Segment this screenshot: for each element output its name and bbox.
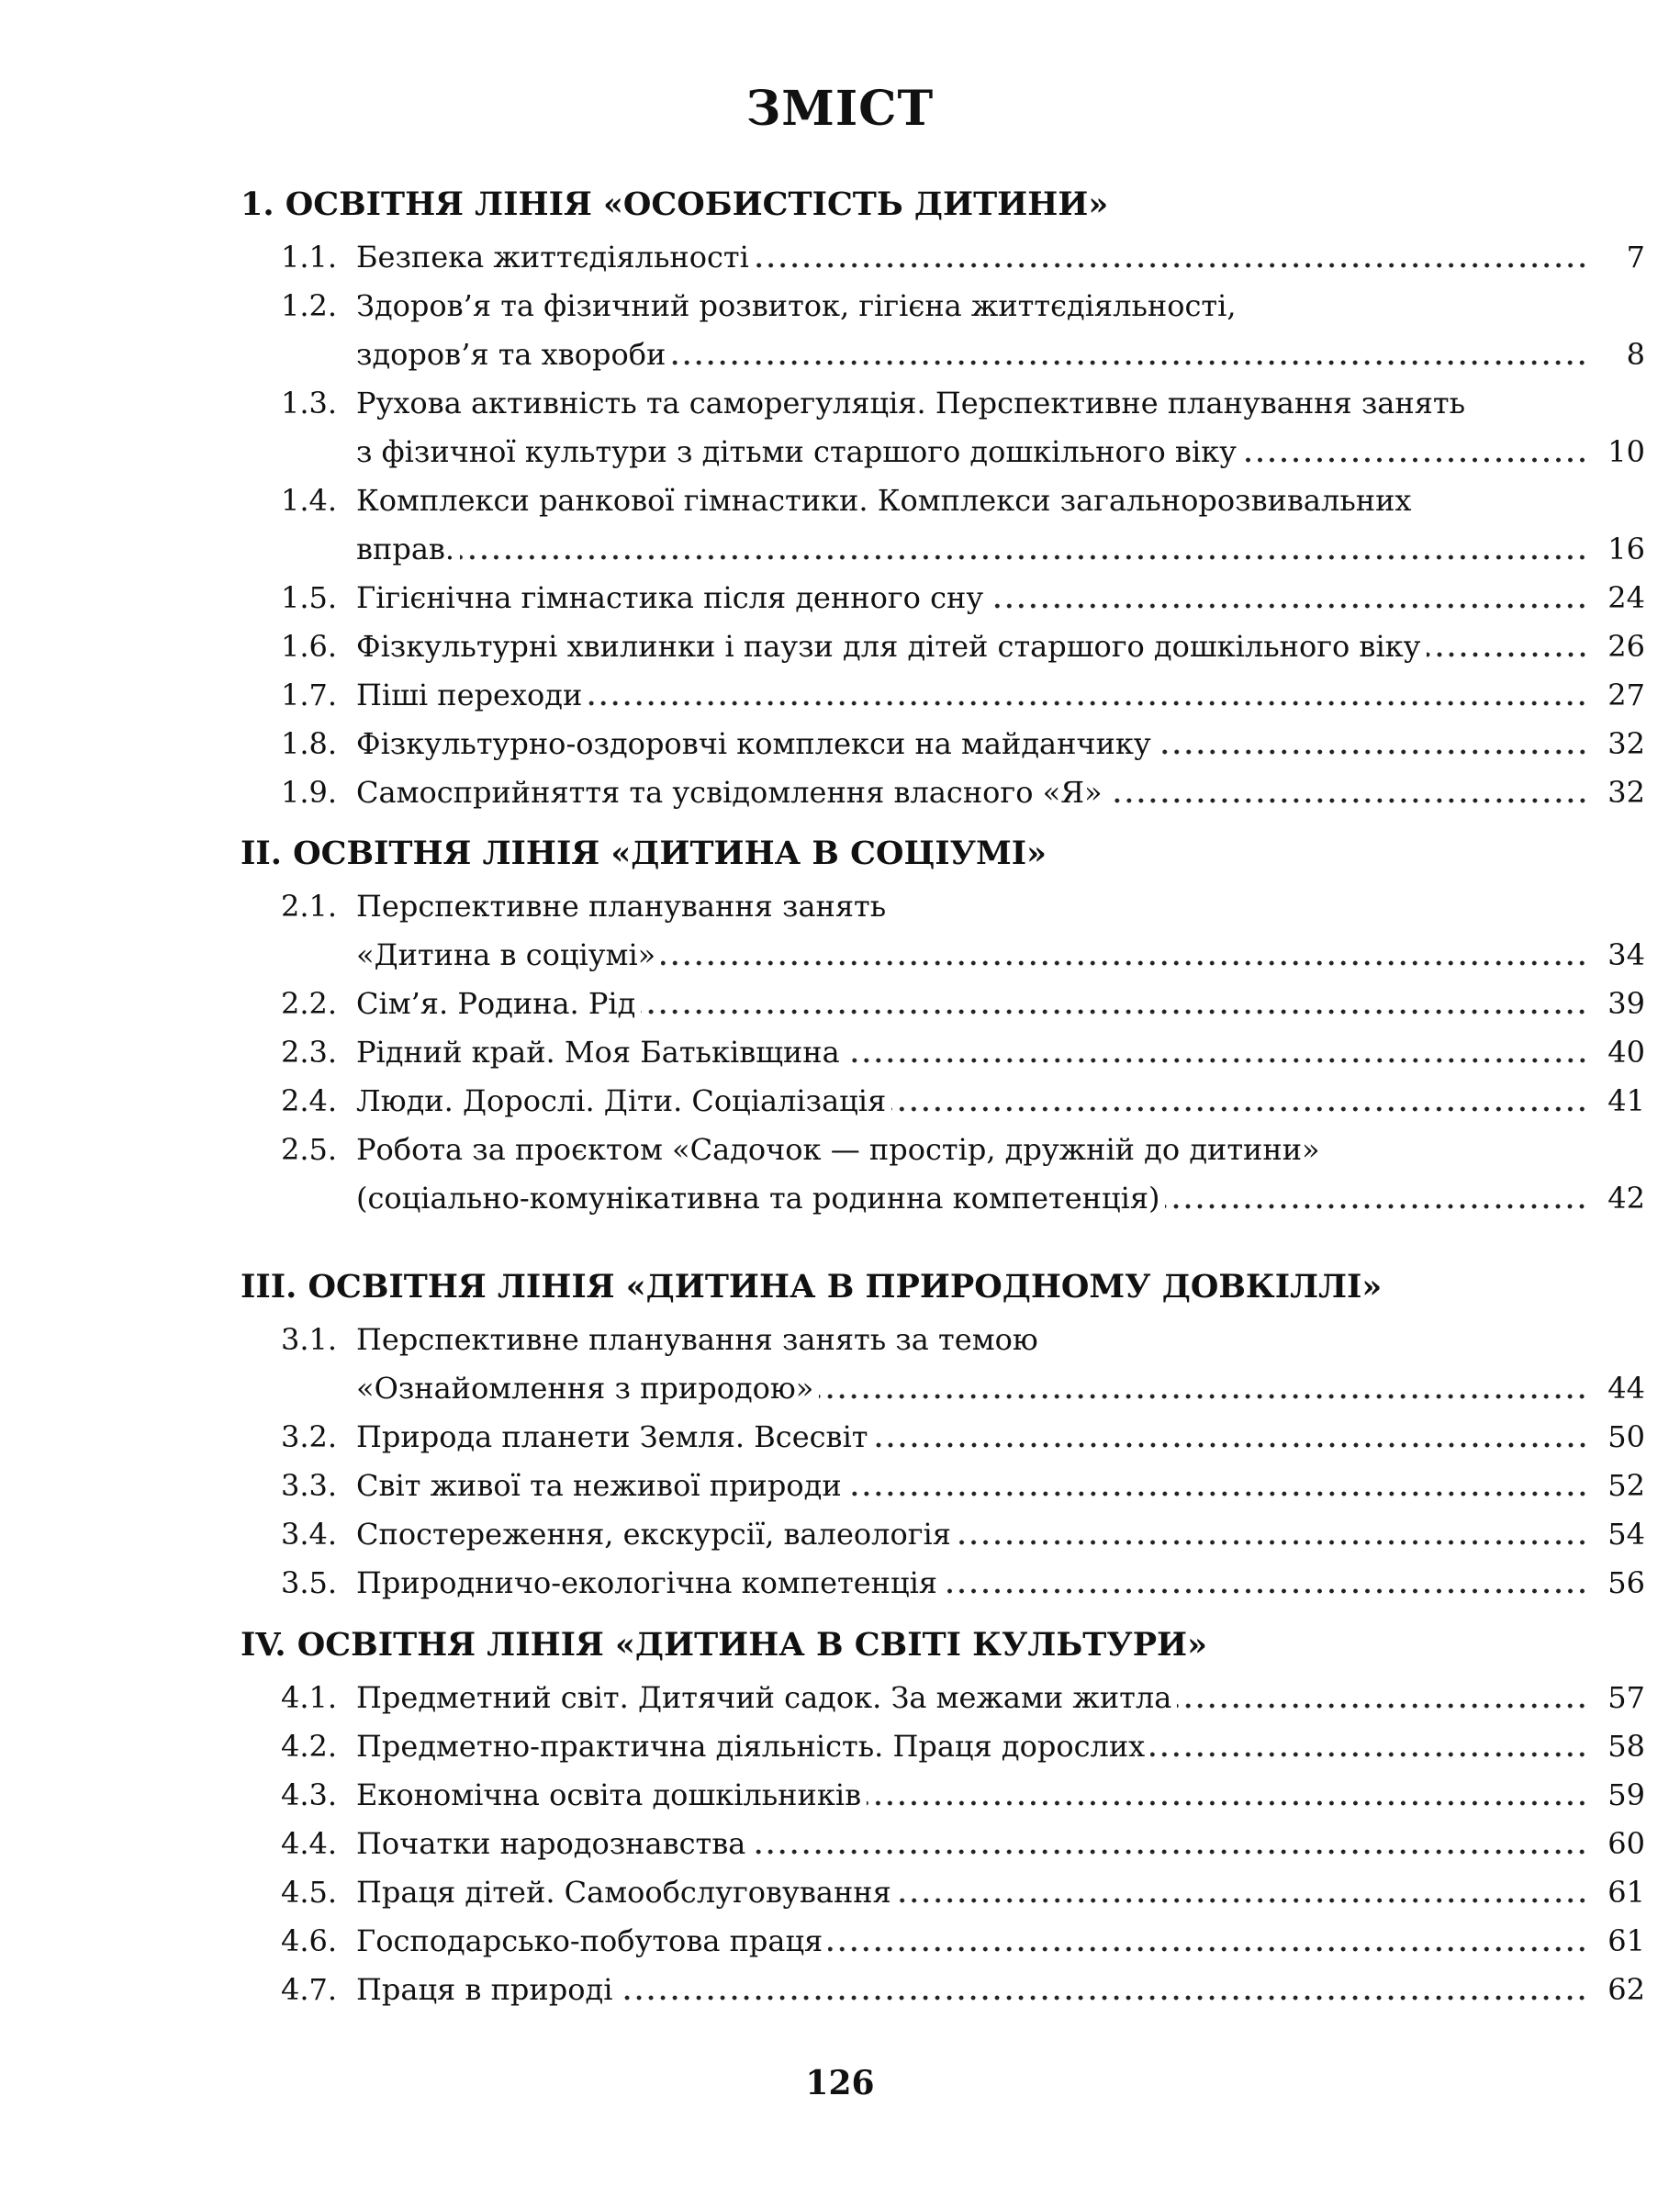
toc-entry[interactable] <box>281 1722 1645 1771</box>
entry-title: Здоров’я та фізичний розвиток, гігієна життєдіяльності, <box>356 288 1237 323</box>
entry-title: Господарсько-побутова праця <box>356 1923 823 1958</box>
toc-entry[interactable] <box>281 1674 1645 1722</box>
dot-leader <box>957 1538 1588 1547</box>
entry-number: 4.3. <box>281 1777 338 1812</box>
toc-entry[interactable] <box>281 1413 1645 1462</box>
entry-page-number: 8 <box>1626 337 1645 372</box>
entry-number: 1.5. <box>281 580 338 615</box>
entry-number: 3.3. <box>281 1468 338 1503</box>
entry-number: 3.1. <box>281 1322 338 1357</box>
dot-leader <box>846 1056 1588 1065</box>
entry-page-number: 42 <box>1607 1181 1645 1216</box>
entry-number: 4.2. <box>281 1729 338 1764</box>
toc-entry[interactable] <box>281 720 1645 768</box>
entry-page-number: 32 <box>1607 726 1645 761</box>
toc-entry[interactable] <box>281 574 1645 622</box>
entry-page-number: 60 <box>1607 1826 1645 1861</box>
dot-leader <box>867 1799 1588 1808</box>
entry-page-number: 41 <box>1607 1083 1645 1118</box>
dot-leader <box>1427 650 1589 659</box>
dot-leader <box>874 1440 1589 1450</box>
entry-title: Праця дітей. Самообслуговування <box>356 1875 891 1910</box>
entry-page-number: 7 <box>1626 240 1645 275</box>
dot-leader <box>989 601 1588 611</box>
entry-number: 4.1. <box>281 1680 338 1715</box>
toc-entry[interactable] <box>281 1771 1645 1820</box>
dot-leader <box>1150 1750 1588 1759</box>
entry-page-number: 24 <box>1607 580 1645 615</box>
entry-title: Природа планети Земля. Всесвіт <box>356 1419 868 1454</box>
toc-entry[interactable] <box>281 282 1645 379</box>
entry-number: 4.7. <box>281 1972 338 2007</box>
entry-page-number: 59 <box>1607 1777 1645 1812</box>
dot-leader <box>1165 1202 1588 1211</box>
entry-page-number: 54 <box>1607 1517 1645 1552</box>
toc-entry[interactable] <box>281 379 1645 476</box>
entry-title: Робота за проєктом «Садочок — простір, дружній до дитини» <box>356 1132 1320 1167</box>
entry-page-number: 16 <box>1607 532 1645 566</box>
entry-number: 2.2. <box>281 986 338 1021</box>
toc-entry[interactable] <box>281 622 1645 671</box>
toc-entry[interactable] <box>281 1820 1645 1868</box>
entry-number: 4.5. <box>281 1875 338 1910</box>
entry-number: 3.4. <box>281 1517 338 1552</box>
entry-page-number: 62 <box>1607 1972 1645 2007</box>
entry-page-number: 50 <box>1607 1419 1645 1454</box>
entry-number: 2.5. <box>281 1132 338 1167</box>
dot-leader <box>661 958 1588 968</box>
toc-entry[interactable] <box>281 1316 1645 1413</box>
toc-section <box>241 1264 1645 1608</box>
entry-title: Предметно-практична діяльність. Праця дорослих <box>356 1729 1146 1764</box>
dot-leader <box>751 1847 1588 1856</box>
entry-number: 2.1. <box>281 889 338 924</box>
entry-page-number: 39 <box>1607 986 1645 1021</box>
entry-title: Перспективне планування занять <box>356 889 887 924</box>
entry-title-continuation: (соціально-комунікативна та родинна компетенція) <box>356 1181 1160 1216</box>
entry-title-continuation: «Дитина в соціумі» <box>356 937 656 972</box>
dot-leader <box>618 1993 1588 2002</box>
entry-number: 4.6. <box>281 1923 338 1958</box>
entry-title: Фізкультурно-оздоровчі комплекси на майданчику <box>356 726 1151 761</box>
dot-leader <box>460 553 1588 562</box>
entry-page-number: 26 <box>1607 629 1645 664</box>
toc-entry[interactable] <box>281 980 1645 1028</box>
entry-title: Фізкультурні хвилинки і паузи для дітей старшого дошкільного віку <box>356 629 1421 664</box>
section-heading: IV. ОСВІТНЯ ЛІНІЯ «ДИТИНА В СВІТІ КУЛЬТУРИ» <box>241 1626 1207 1664</box>
entry-page-number: 61 <box>1607 1923 1645 1958</box>
dot-leader <box>671 358 1588 367</box>
toc-entry[interactable] <box>281 671 1645 720</box>
section-heading: 1. ОСВІТНЯ ЛІНІЯ «ОСОБИСТІСТЬ ДИТИНИ» <box>241 185 1109 223</box>
entry-number: 3.2. <box>281 1419 338 1454</box>
entry-title: Світ живої та неживої природи <box>356 1468 842 1503</box>
dot-leader <box>1108 796 1588 805</box>
entry-title: Праця в природі <box>356 1972 613 2007</box>
dot-leader <box>588 699 1588 708</box>
toc-entry[interactable] <box>281 1077 1645 1126</box>
entry-page-number: 58 <box>1607 1729 1645 1764</box>
entry-number: 1.6. <box>281 629 338 664</box>
toc-entry[interactable] <box>281 233 1645 282</box>
entry-number: 2.4. <box>281 1083 338 1118</box>
page-number: 126 <box>805 2064 875 2102</box>
entry-title: Перспективне планування занять за темою <box>356 1322 1038 1357</box>
section-heading: ІІ. ОСВІТНЯ ЛІНІЯ «ДИТИНА В СОЦІУМІ» <box>241 835 1047 872</box>
entry-page-number: 61 <box>1607 1875 1645 1910</box>
entry-number: 2.3. <box>281 1035 338 1070</box>
entry-number: 1.7. <box>281 678 338 712</box>
dot-leader <box>1242 455 1588 465</box>
entry-page-number: 40 <box>1607 1035 1645 1070</box>
toc-entry[interactable] <box>281 882 1645 980</box>
entry-title: Рідний край. Моя Батьківщина <box>356 1035 840 1070</box>
entry-number: 1.1. <box>281 240 338 275</box>
entry-number: 3.5. <box>281 1565 338 1600</box>
entry-title-continuation: вправ. <box>356 532 455 566</box>
entry-title-continuation: здоров’я та хвороби <box>356 337 666 372</box>
dot-leader <box>1157 747 1588 757</box>
entry-number: 1.4. <box>281 483 338 518</box>
toc-entry[interactable] <box>281 768 1645 817</box>
entry-page-number: 32 <box>1607 775 1645 810</box>
page-title: ЗМІСТ <box>745 81 935 137</box>
section-heading: ІІІ. ОСВІТНЯ ЛІНІЯ «ДИТИНА В ПРИРОДНОМУ ДОВКІЛЛІ» <box>241 1268 1383 1306</box>
toc-entry[interactable] <box>281 1868 1645 1917</box>
dot-leader <box>828 1945 1588 1954</box>
entry-title: Початки народознавства <box>356 1826 746 1861</box>
dot-leader <box>847 1489 1588 1498</box>
entry-title: Сім’я. Родина. Рід <box>356 986 636 1021</box>
toc-entry[interactable] <box>281 1510 1645 1559</box>
dot-leader <box>897 1896 1588 1905</box>
entry-page-number: 27 <box>1607 678 1645 712</box>
entry-title: Люди. Дорослі. Діти. Соціалізація <box>356 1083 887 1118</box>
dot-leader <box>641 1007 1588 1016</box>
dot-leader <box>1177 1701 1588 1710</box>
toc-section <box>241 831 1645 1223</box>
entry-title: Комплекси ранкової гімнастики. Комплекси загальнорозвивальних <box>356 483 1412 518</box>
entry-title: Рухова активність та саморегуляція. Перспективне планування занять <box>356 386 1465 420</box>
entry-number: 1.8. <box>281 726 338 761</box>
toc-entry[interactable] <box>281 1966 1645 2014</box>
toc-entry[interactable] <box>281 1462 1645 1510</box>
entry-title-continuation: «Ознайомлення з природою» <box>356 1371 814 1406</box>
entry-title: Предметний світ. Дитячий садок. За межами житла <box>356 1680 1172 1715</box>
dot-leader <box>943 1586 1588 1596</box>
toc-entry[interactable] <box>281 1559 1645 1608</box>
entry-title: Спостереження, екскурсії, валеологія <box>356 1517 951 1552</box>
entry-number: 1.9. <box>281 775 338 810</box>
toc-entry[interactable] <box>281 1028 1645 1077</box>
dot-leader <box>819 1392 1588 1401</box>
toc-section <box>241 182 1645 817</box>
dot-leader <box>755 261 1588 270</box>
entry-title: Економічна освіта дошкільників <box>356 1777 862 1812</box>
entry-page-number: 44 <box>1607 1371 1645 1406</box>
entry-title: Природничо-екологічна компетенція <box>356 1565 937 1600</box>
entry-page-number: 57 <box>1607 1680 1645 1715</box>
entry-number: 1.2. <box>281 288 338 323</box>
entry-title: Гігієнічна гімнастика після денного сну <box>356 580 984 615</box>
dot-leader <box>891 1104 1588 1114</box>
toc-entry[interactable] <box>281 476 1645 574</box>
entry-page-number: 10 <box>1607 434 1645 469</box>
toc-section <box>241 1622 1645 2014</box>
toc-entry[interactable] <box>281 1126 1645 1223</box>
entry-number: 1.3. <box>281 386 338 420</box>
entry-title: Безпека життєдіяльності <box>356 240 749 275</box>
entry-page-number: 56 <box>1607 1565 1645 1600</box>
entry-page-number: 52 <box>1607 1468 1645 1503</box>
toc-entry[interactable] <box>281 1917 1645 1966</box>
entry-number: 4.4. <box>281 1826 338 1861</box>
entry-title-continuation: з фізичної культури з дітьми старшого дошкільного віку <box>356 434 1237 469</box>
entry-title: Піші переходи <box>356 678 583 712</box>
entry-title: Самосприйняття та усвідомлення власного «Я» <box>356 775 1103 810</box>
entry-page-number: 34 <box>1607 937 1645 972</box>
